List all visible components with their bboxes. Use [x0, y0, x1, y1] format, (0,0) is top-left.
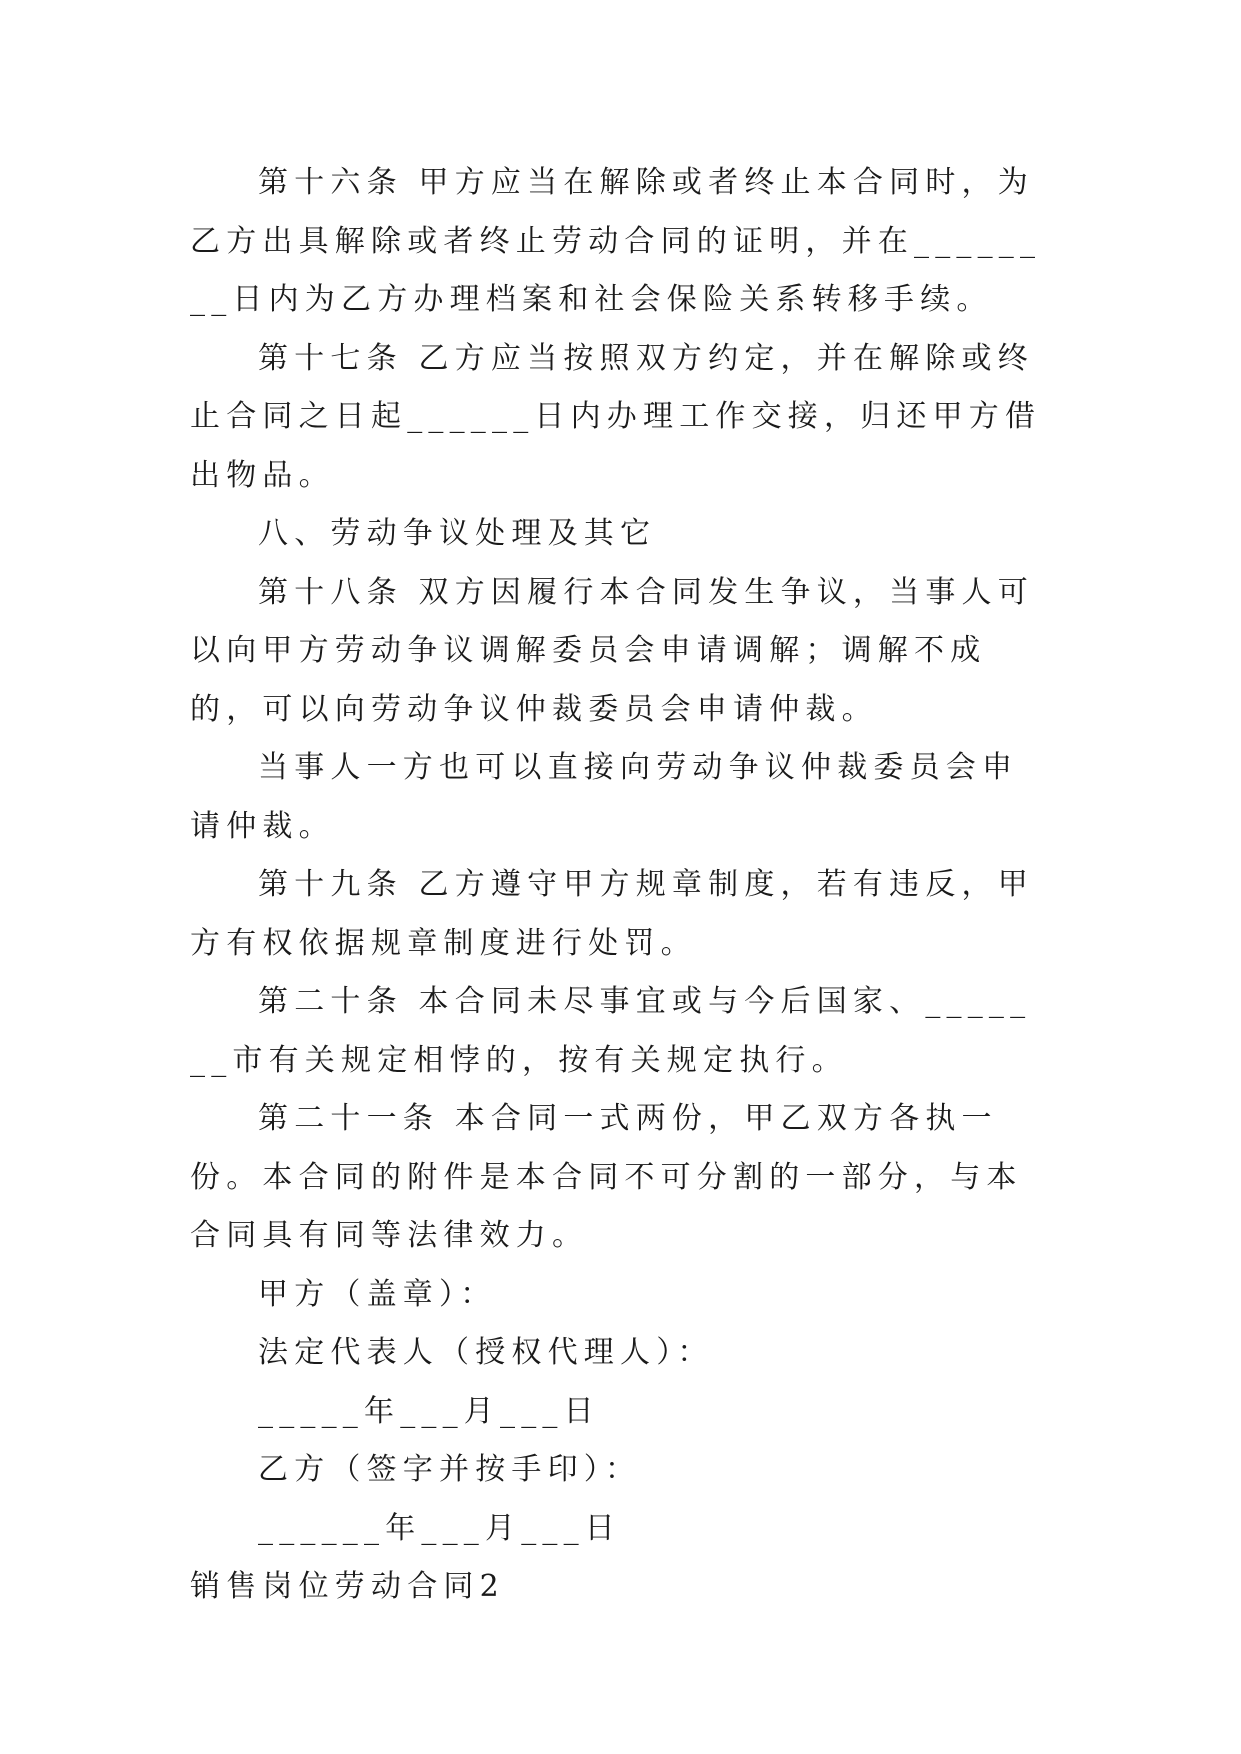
party-b-signature: 乙方（签字并按手印）： — [258, 1452, 642, 1487]
clause-16: 第十六条 甲方应当在解除或者终止本合同时，为乙方出具解除或者终止劳动合同的证明，并在________日内为乙方办理档案和社会保险关系转移手续。 — [190, 165, 1042, 317]
next-contract-title: 销售岗位劳动合同2 — [190, 1569, 505, 1604]
document-page — [190, 154, 1052, 1617]
clause-18: 第十八条 双方因履行本合同发生争议，当事人可以向甲方劳动争议调解委员会申请调解；调解不成的，可以向劳动争议仲裁委员会申请仲裁。 — [190, 574, 1034, 727]
party-a-date: _____年___月___日 — [258, 1393, 600, 1429]
section-heading: 八、劳动争议处理及其它 — [258, 516, 657, 551]
party-b-date: ______年___月___日 — [258, 1510, 621, 1546]
party-a-seal: 甲方（盖章）： — [258, 1276, 497, 1312]
clause-18-continuation: 当事人一方也可以直接向劳动争议仲裁委员会申请仲裁。 — [190, 750, 1019, 844]
clause-21: 第二十一条 本合同一式两份，甲乙双方各执一份。本合同的附件是本合同不可分割的一部分，与本合同具有同等法律效力。 — [190, 1101, 1023, 1253]
legal-representative: 法定代表人（授权代理人）： — [258, 1335, 714, 1370]
clause-19: 第十九条 乙方遵守甲方规章制度，若有违反，甲方有权依据规章制度进行处罚。 — [190, 867, 1034, 961]
clause-17: 第十七条 乙方应当按照双方约定，并在解除或终止合同之日起______日内办理工作交接，归还甲方借出物品。 — [190, 340, 1042, 493]
clause-20: 第二十条 本合同未尽事宜或与今后国家、_______市有关规定相悖的，按有关规定执行。 — [190, 984, 1032, 1078]
